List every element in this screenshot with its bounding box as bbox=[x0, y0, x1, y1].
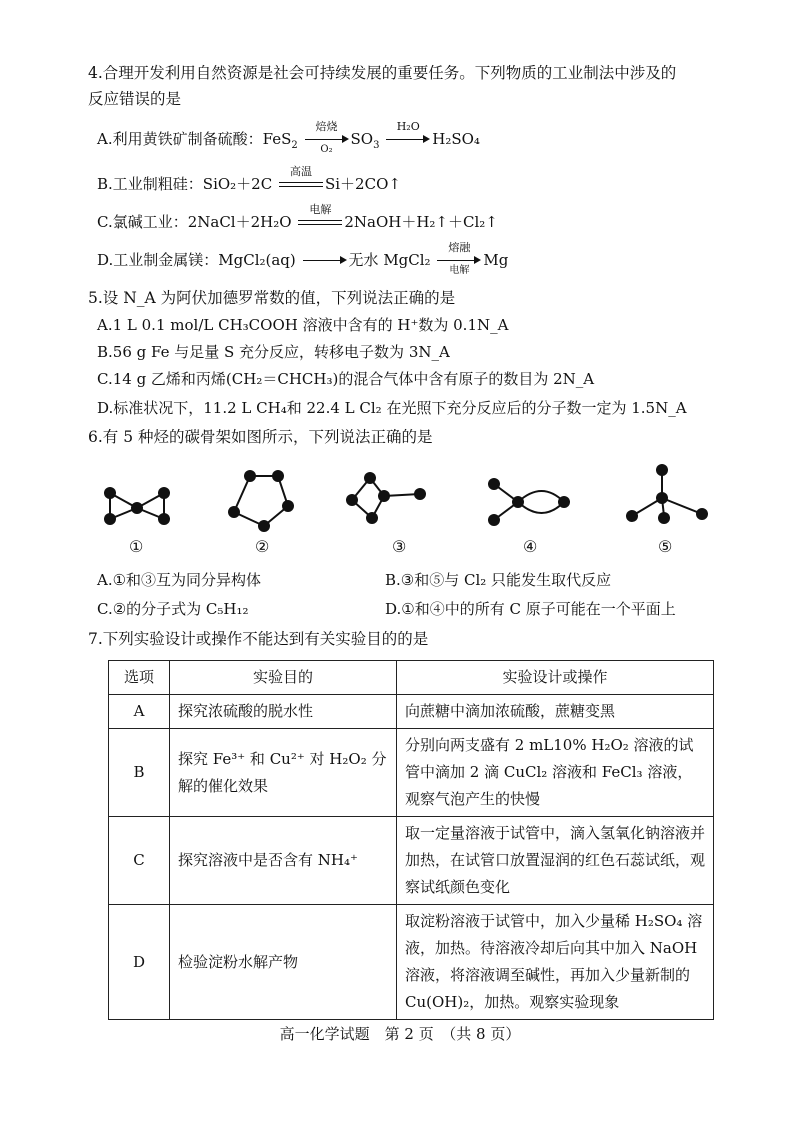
q5-option-c: C.14 g 乙烯和丙烯(CH₂＝CHCH₃)的混合气体中含有原子的数目为 2N_A bbox=[97, 370, 595, 388]
q4-a-mid: SO bbox=[350, 130, 374, 148]
q4-d-end: Mg bbox=[483, 251, 509, 269]
q6-option-d: D.①和④中的所有 C 原子可能在一个平面上 bbox=[385, 600, 676, 618]
q4-option-c bbox=[97, 203, 498, 233]
q4-b-cond: 高温 bbox=[289, 165, 312, 178]
q4-stem-line2: 反应错误的是 bbox=[88, 90, 182, 108]
table-row bbox=[109, 729, 714, 817]
molecule-5-skeleton bbox=[620, 460, 712, 530]
table-row bbox=[109, 905, 714, 1020]
molecule-4-skeleton bbox=[484, 472, 574, 528]
molecule-2-label: ② bbox=[255, 537, 270, 556]
table-header-option: 选项 bbox=[109, 661, 170, 695]
q4-a-end: H₂SO₄ bbox=[432, 130, 480, 148]
molecule-4-label: ④ bbox=[523, 537, 538, 556]
table-header-operation: 实验设计或操作 bbox=[397, 661, 714, 695]
q4-a-arrow1 bbox=[305, 120, 349, 155]
q4-c-cond: 电解 bbox=[309, 203, 332, 216]
table-row bbox=[109, 817, 714, 905]
q6-option-a: A.①和③互为同分异构体 bbox=[97, 571, 262, 589]
q6-option-c: C.②的分子式为 C₅H₁₂ bbox=[97, 600, 249, 618]
q4-option-d bbox=[97, 241, 509, 276]
molecule-3-label: ③ bbox=[392, 537, 407, 556]
page-footer: 高一化学试题 第 2 页 （共 8 页） bbox=[279, 1025, 521, 1043]
q4-b-end: Si＋2CO↑ bbox=[324, 175, 401, 193]
q4-a-sub2: 3 bbox=[373, 140, 380, 151]
row-a-purpose: 探究浓硫酸的脱水性 bbox=[170, 695, 397, 729]
molecule-3-skeleton bbox=[340, 470, 432, 532]
row-b-operation: 分别向两支盛有 2 mL10% H₂O₂ 溶液的试管中滴加 2 滴 CuCl₂ 溶液和 FeCl₃ 溶液，观察气泡产生的快慢 bbox=[397, 729, 714, 817]
q4-d-mid: 无水 MgCl₂ bbox=[348, 251, 431, 269]
molecule-2-skeleton bbox=[222, 468, 298, 534]
q4-option-b bbox=[97, 165, 401, 195]
q4-c-end: 2NaOH＋H₂↑＋Cl₂↑ bbox=[344, 213, 498, 231]
row-a-option: A bbox=[109, 695, 170, 729]
experiment-table bbox=[108, 660, 714, 1020]
q4-a-arrow1-top: 焙烧 bbox=[315, 120, 338, 133]
q4-c-prefix: C.氯碱工业：2NaCl＋2H₂O bbox=[97, 213, 292, 231]
row-d-operation: 取淀粉溶液于试管中，加入少量稀 H₂SO₄ 溶液，加热。待溶液冷却后向其中加入 NaOH 溶液，将溶液调至碱性，再加入少量新制的 Cu(OH)₂，加热。观察实验现象 bbox=[397, 905, 714, 1020]
molecule-5-label: ⑤ bbox=[658, 537, 673, 556]
table-row bbox=[109, 695, 714, 729]
table-header-purpose: 实验目的 bbox=[170, 661, 397, 695]
q4-a-arrow2-top: H₂O bbox=[396, 120, 420, 133]
q4-a-arrow2 bbox=[386, 120, 430, 150]
row-a-operation: 向蔗糖中滴加浓硫酸，蔗糖变黑 bbox=[397, 695, 714, 729]
q4-b-prefix: B.工业制粗硅：SiO₂＋2C bbox=[97, 175, 273, 193]
q5-option-b: B.56 g Fe 与足量 S 充分反应，转移电子数为 3N_A bbox=[97, 343, 450, 361]
q6-option-b: B.③和⑤与 Cl₂ 只能发生取代反应 bbox=[385, 571, 612, 589]
q4-a-arrow1-bottom: O₂ bbox=[320, 144, 333, 155]
q4-c-equals bbox=[298, 203, 342, 233]
q4-a-prefix: A.利用黄铁矿制备硫酸：FeS bbox=[97, 130, 292, 148]
q4-b-equals bbox=[279, 165, 323, 195]
q4-d-arrow2 bbox=[437, 241, 481, 276]
q5-option-d: D.标准状况下，11.2 L CH₄和 22.4 L Cl₂ 在光照下充分反应后的分子数一定为 1.5N_A bbox=[97, 399, 687, 417]
table-header-row bbox=[109, 661, 714, 695]
q7-stem: 7.下列实验设计或操作不能达到有关实验目的的是 bbox=[88, 630, 429, 648]
q4-d-cond-top: 熔融 bbox=[448, 241, 471, 254]
molecule-1-skeleton bbox=[100, 486, 180, 528]
row-c-operation: 取一定量溶液于试管中，滴入氢氧化钠溶液并加热，在试管口放置湿润的红色石蕊试纸，观察试纸颜色变化 bbox=[397, 817, 714, 905]
q4-a-sub1: 2 bbox=[291, 140, 298, 151]
q4-d-prefix: D.工业制金属镁：MgCl₂(aq) bbox=[97, 251, 296, 269]
row-d-purpose: 检验淀粉水解产物 bbox=[170, 905, 397, 1020]
q4-stem-line1: 4.合理开发利用自然资源是社会可持续发展的重要任务。下列物质的工业制法中涉及的 bbox=[88, 64, 677, 82]
row-c-option: C bbox=[109, 817, 170, 905]
q6-stem: 6.有 5 种烃的碳骨架如图所示，下列说法正确的是 bbox=[88, 428, 433, 446]
q5-stem: 5.设 N_A 为阿伏加德罗常数的值，下列说法正确的是 bbox=[88, 289, 456, 307]
q5-option-a: A.1 L 0.1 mol/L CH₃COOH 溶液中含有的 H⁺数为 0.1N_A bbox=[97, 316, 509, 334]
q4-d-cond-bottom: 电解 bbox=[449, 265, 470, 276]
row-d-option: D bbox=[109, 905, 170, 1020]
row-c-purpose: 探究溶液中是否含有 NH₄⁺ bbox=[170, 817, 397, 905]
q4-option-a bbox=[97, 120, 480, 156]
row-b-purpose: 探究 Fe³⁺ 和 Cu²⁺ 对 H₂O₂ 分解的催化效果 bbox=[170, 729, 397, 817]
molecule-1-label: ① bbox=[129, 537, 144, 556]
q4-d-arrow1 bbox=[303, 251, 347, 271]
row-b-option: B bbox=[109, 729, 170, 817]
